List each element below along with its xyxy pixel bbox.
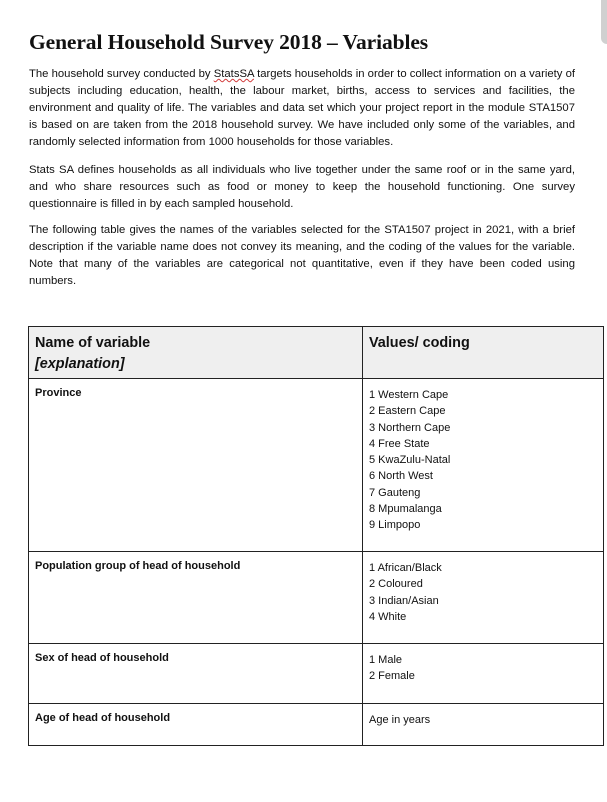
variable-cell — [29, 379, 363, 552]
variable-cell — [29, 552, 363, 644]
coding-list — [369, 379, 597, 534]
intro-paragraph: The household survey conducted by StatsSA targets households in order to collect information on a variety of subjects including education, health, the labour market, births, access to services and facilities, the environment and quality of life. The variables and data set which your project report in the module STA1507 is based on are taken from the 2018 household survey. We have included only some of the variables, and randomly selected information from 1000 households for those variables. — [29, 68, 575, 149]
coding-item: 9 Limpopo — [369, 519, 421, 532]
spellcheck-flagged-word[interactable]: StatsSA — [213, 68, 254, 80]
coding-list — [369, 644, 597, 685]
variable-cell — [29, 704, 363, 746]
coding-item: 8 Mpumalanga — [369, 503, 442, 516]
coding-item: 1 African/Black — [369, 562, 442, 574]
header-explanation: [explanation] — [35, 356, 125, 372]
coding-item: 1 Western Cape — [369, 389, 449, 401]
table-intro-paragraph: The following table gives the names of the variables selected for the STA1507 project in 2021, with a brief description if the variable name does not convey its meaning, and the coding of the values for the variable. Note that many of the variables are categorical not quantitative, even if they have been coded using numbers. — [29, 224, 575, 288]
coding-cell — [363, 552, 604, 644]
table-header-row — [29, 327, 604, 379]
window-corner-edge — [601, 0, 607, 44]
coding-item: 4 Free State — [369, 437, 430, 450]
variable-name: Population group of head of household — [35, 560, 241, 572]
variables-table — [28, 326, 604, 746]
variable-name: Province — [35, 387, 82, 399]
variable-cell — [29, 644, 363, 704]
household-definition-paragraph: Stats SA defines households as all individuals who live together under the same roof or in the same yard, and who share resources such as food or money to keep the household functioning. One survey questionnaire is filled in by each sampled household. — [29, 164, 575, 211]
coding-item: 2 Coloured — [369, 578, 423, 591]
variable-name: Sex of head of household — [35, 652, 169, 664]
table-row — [29, 552, 604, 644]
table-row — [29, 379, 604, 552]
coding-item: 1 Male — [369, 654, 403, 666]
coding-item: 2 Female — [369, 670, 415, 683]
coding-item: 3 Indian/Asian — [369, 594, 439, 607]
header-values-coding: Values/ coding — [369, 335, 470, 351]
coding-item: 6 North West — [369, 470, 433, 483]
page-title: General Household Survey 2018 – Variables — [29, 30, 429, 54]
coding-cell — [363, 644, 604, 704]
table-row — [29, 704, 604, 746]
coding-item: 4 White — [369, 610, 407, 623]
header-variable-name-cell — [29, 327, 363, 379]
coding-item: 5 KwaZulu-Natal — [369, 454, 451, 467]
header-variable-name: Name of variable — [35, 335, 151, 351]
coding-item: 7 Gauteng — [369, 486, 421, 499]
coding-item: Age in years — [369, 714, 431, 726]
coding-cell — [363, 704, 604, 746]
variable-name: Age of head of household — [35, 712, 171, 724]
header-values-cell — [363, 327, 604, 379]
coding-cell — [363, 379, 604, 552]
coding-item: 3 Northern Cape — [369, 421, 451, 434]
table-row — [29, 644, 604, 704]
coding-list — [369, 704, 597, 728]
coding-item: 2 Eastern Cape — [369, 405, 446, 418]
coding-list — [369, 552, 597, 625]
